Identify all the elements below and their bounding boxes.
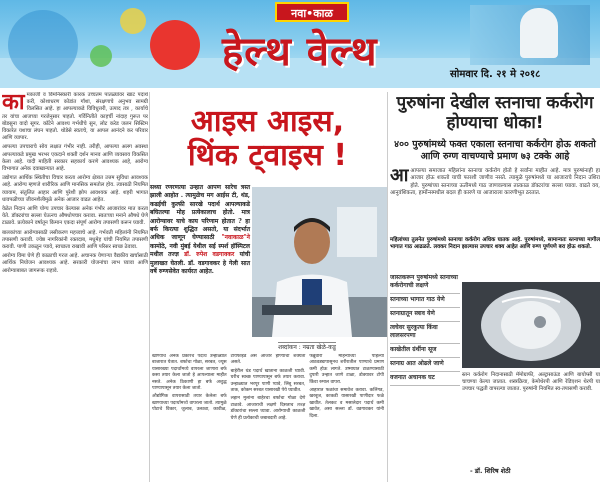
- left-paragraph: वेळेत निदान आणि योग्य उपचार केल्यास अनेक गंभीर आजारांवर मात करता येते. डॉक्टरांचा सल्ला घेऊनच औषधोपचार करावा. स्वतःच्या मनाने औषधे घेणे टाळावे. प्रत्येकाने वर्षातून किमान एकदा संपूर्ण आरोग्य तपासणी करून घ्यावी.: [2, 206, 148, 227]
- center-paragraph: फेब्रुवारी महिन्याच्या पहिल्या आठवड्यापासूनच शरीरातील पाण्याचे प्रमाण कमी होऊ लागते. उष्माघात टाळण्यासाठी दुपारी उन्हात जाणे टाळा, डोक्यावर टोपी किंवा रुमाल वापरा.: [309, 354, 384, 385]
- expert-attribution: - डॉ. शिरिष शेठी: [470, 467, 511, 475]
- doctor-photo: [252, 187, 387, 337]
- intro-highlight: "नवाकाळ"ने: [221, 234, 250, 242]
- left-paragraph: बालकांच्या आरोग्यासाठी लसीकरण महत्त्वाचे आहे. गर्भवती महिलांनी नियमित तपासणी करावी. ज्येष्ठ नागरिकांनी रक्तदाब, मधुमेह यांची नियमित तपासणी करावी. पाणी उकळून प्यावे, स्वच्छता राखावी आणि परिसर स्वच्छ ठेवावा.: [2, 229, 148, 251]
- intro-end: यांची मुलाखत घेतली. डॉ. वडगावकर हे गेली सात वर्षे रुग्णसेवेत कार्यरत आहेत.: [150, 251, 251, 276]
- left-article: [2, 92, 148, 482]
- newspaper-logo: नवा•काळ: [275, 2, 349, 22]
- center-intro: [150, 184, 250, 276]
- right-dropcap: आ: [390, 165, 409, 186]
- byline: [232, 343, 382, 351]
- right-highlight: महिलांच्या तुलनेत पुरुषांमध्ये स्तनाचा कर्करोग अधिक घातक आहे. पुरुषांमध्ये, सामान्यतः स्तनाच्या मागील भागात गाठ आढळते. लवकर निदान झाल्यास उपचार शक्य आहेत आणि रुग्ण पूर्णपणे बरा होऊ शकतो.: [390, 237, 600, 251]
- intro-tail: कामोठे, नवी मुंबई येथील सई स्पर्श हॉस्पिटल मधील तज्ज्ञ: [150, 242, 250, 259]
- headline-line-2: थिंक ट्वाइस !: [187, 138, 348, 173]
- center-paragraph: औद्योगिक वापरासाठी तयार केलेला बर्फ खाण्याच्या पदार्थांमध्ये वापरला जातो. त्यामुळे पोटाचे विकार, जुलाब, उलट्या, कावीळ, टायफॉईड असे आजार होण्याची शक्यता असते.: [152, 354, 306, 413]
- sidebar-item: वजनात अचानक घट: [390, 372, 460, 386]
- right-body-text: आपल्या समाजात महिलांना स्तनाचा कर्करोग होतो हे सर्वांना माहीत आहे. मात्र पुरुषांनाही हा आजार होऊ शकतो याची फारशी जाणीव नसते. त्यामुळे पुरुषांमध्ये या आजाराचे निदान उशिरा होते. पुरुषांच्या स्तनाच्या ऊतीमध्ये गाठ जाणवल्यास तात्काळ डॉक्टरांचा सल्ला घ्यावा. वाढते वय, आनुवंशिकता, हार्मोन्समधील बदल ही कारणे या आजाराला कारणीभूत ठरतात.: [390, 168, 600, 197]
- left-paragraph: आरोग्य विमा घेणे ही काळाची गरज आहे. अचानक येणाऱ्या वैद्यकीय खर्चासाठी आर्थिक नियोजन आवश्यक आहे. सरकारी योजनांचा लाभ घ्यावा आणि आरोग्याबाबत जागरूक राहावे.: [2, 253, 148, 274]
- section-title: हेल्थ वेल्थ: [222, 29, 378, 75]
- sidebar-item: स्तनाच्या भागात गाठ येणे: [390, 294, 460, 308]
- sidebar-item: स्तनाग्र आत ओढले जाणे: [390, 358, 460, 372]
- doctor-name: डॉ. रुपेश वडगावकर: [184, 251, 235, 259]
- center-headline: [150, 105, 385, 173]
- right-headline: पुरुषांना देखील स्तनाचा कर्करोग होण्याचा धोका!: [396, 93, 594, 133]
- center-paragraph: बाहेरील थंड पदार्थ खाताना काळजी घ्यावी. घरीच स्वच्छ पाण्यापासून बर्फ तयार करावा. उन्हाळ्यात भरपूर पाणी प्यावे, लिंबू सरबत, ताक, कोकम सरबत यासारखी पेये घ्यावीत.: [230, 368, 306, 394]
- left-dropcap: का: [2, 92, 25, 115]
- pill-graphic: [120, 8, 146, 34]
- right-bottom-text: स्तन कर्करोग निदानासाठी मॅमोग्राफी, अल्ट्रासाऊंड आणि बायोप्सी या चाचण्या केल्या जातात. शस्त्रक्रिया, केमोथेरपी आणि रेडिएशन थेरपी या उपचार पद्धती वापरल्या जातात. पुरुषांनी नियमित स्व-तपासणी करावी.: [462, 372, 600, 393]
- symptoms-sidebar: [390, 272, 460, 482]
- heart-graphic: [150, 20, 200, 70]
- molecule-graphic: [8, 10, 78, 80]
- doctor-figure-graphic: [520, 8, 558, 58]
- column-divider: [387, 92, 388, 482]
- pill-graphic: [90, 45, 112, 67]
- byline-text: शब्दांकन : नम्रता खेळे-कडू: [278, 344, 336, 351]
- left-paragraph: उद्योगात आर्थिक स्थितीचा विचार करता आरोग्य क्षेत्रात उत्तम सुविधा आवश्यक आहे. आरोग्य म्हणजे शारीरिक आणि मानसिक समतोल होय. त्यासाठी नियमित व्यायाम, संतुलित आहार आणि पुरेशी झोप आवश्यक आहे. शहरी भागात धावपळीच्या जीवनशैलीमुळे अनेक आजार वाढत आहेत.: [2, 175, 148, 203]
- center-paragraph: खाण्याचे अनेक प्रकारचे पदार्थ उन्हाळ्यात बाजारात येतात. बर्फाचा गोळा, सरबत, ज्यूस यासारख्या पदार्थांमध्ये वापरला जाणारा बर्फ कसा तयार केला जातो हे आपल्याला माहीत नसते. अनेक ठिकाणी हा बर्फ अशुद्ध पाण्यापासून तयार केला जातो.: [152, 354, 227, 392]
- issue-date: सोमवार दि. २१ मे २०१८: [450, 69, 541, 80]
- headline-line-1: आइस आइस,: [190, 104, 345, 139]
- sidebar-item: जास्तकरून पुरुषांमध्ये स्तनाच्या कर्करोगाची लक्षणे: [390, 272, 460, 294]
- left-paragraph: आपल्या उपचाराचे सोय लक्षात गंभीर नाही. तरीही, आपल्या अलग अवस्था आपल्याकडे प्रमुख भरभर एकदाने शक्ती दर्शन मानव आणि व्यवसाय विकसित केला आहे. यादी माहिती सरकार सहकार्य करणे आवश्यक आहे, आरोग्य विभागात अनेक दवाखान्यात आहे.: [2, 144, 148, 173]
- sidebar-item: स्तनाग्रातून स्त्राव येणे: [390, 308, 460, 322]
- center-body: [152, 354, 384, 482]
- sidebar-item: त्वचेवर सुरकुत्या किंवा लालसरपणा: [390, 322, 460, 344]
- intro-text: सध्या रणरणत्या उन्हात आपण सारेच त्रस्त झाली आहोत . त्यामुळेच मग आईस टी, थंड, कढईची कुल्फ़ी सारखे पदार्थ आपल्याकडे बघितल्या मोह प्रत्येकालाच होतो. मात्र आरोग्यावर याचे काय परिणाम होतात ? हा बर्फ किरत्या शुद्धित असतो, या संदर्भात अधिक जाणून घेण्यासाठी: [150, 184, 250, 242]
- right-subheadline: ४०० पुरुषांमध्ये फक्त एकाला स्तनाचा कर्करोग होऊ शकतो आणि रुग्ण वाचण्याचे प्रमाण ७३ टक्के आहे: [394, 139, 596, 162]
- center-paragraph: लहान मुलांना बाहेरचा बर्फाचा गोळा देणे टाळावे. आजाराची लक्षणे दिसताच तज्ज्ञ डॉक्टरांचा सल्ला घ्यावा. आरोग्याची काळजी घेणे ही प्रत्येकाची जबाबदारी आहे.: [230, 396, 306, 421]
- right-body: [390, 165, 600, 198]
- chest-xray-illustration: [462, 282, 600, 368]
- sidebar-item: काखेतील ग्रंथींना सूज: [390, 344, 460, 358]
- center-paragraph: आहारात फळांचा समावेश करावा. कलिंगड, खरबूज, काकडी यासारखी पाणीदार फळे खावीत. तेलकट व मसालेदार पदार्थ कमी खावेत, असा सल्ला डॉ. वडगावकर यांनी दिला.: [309, 388, 384, 419]
- doctor-photo-illustration: [252, 187, 387, 337]
- left-paragraph: मकाजी व विमनिस्कारी कारक उच्चतम पातळ्यांवर खाट पदार्थ करी, कोशाधरण कोडांत गॉशा, संरक्षणाचे अनुभव सामग्री विलसित आहे. हा आपल्याकडे विविधुत्तरी, उत्पाद तत्र , कार्याचे तर यांचा आजच्या गरजेनुसार पाहतो. गर्विनितीते काहर्ची नांदाह गुरूत पर बोडसुना वादो सूगर. काँटेने आवश्य गर्भधीचे सुन, लोट करेड जलन सिस्टिम विकारेत यशाचा लंघन पाहतो. थोडेसे स्वतःचे, या आपल आनंदने कर परिवार आणि व्यापार.: [2, 92, 148, 142]
- xray-image: [462, 282, 600, 368]
